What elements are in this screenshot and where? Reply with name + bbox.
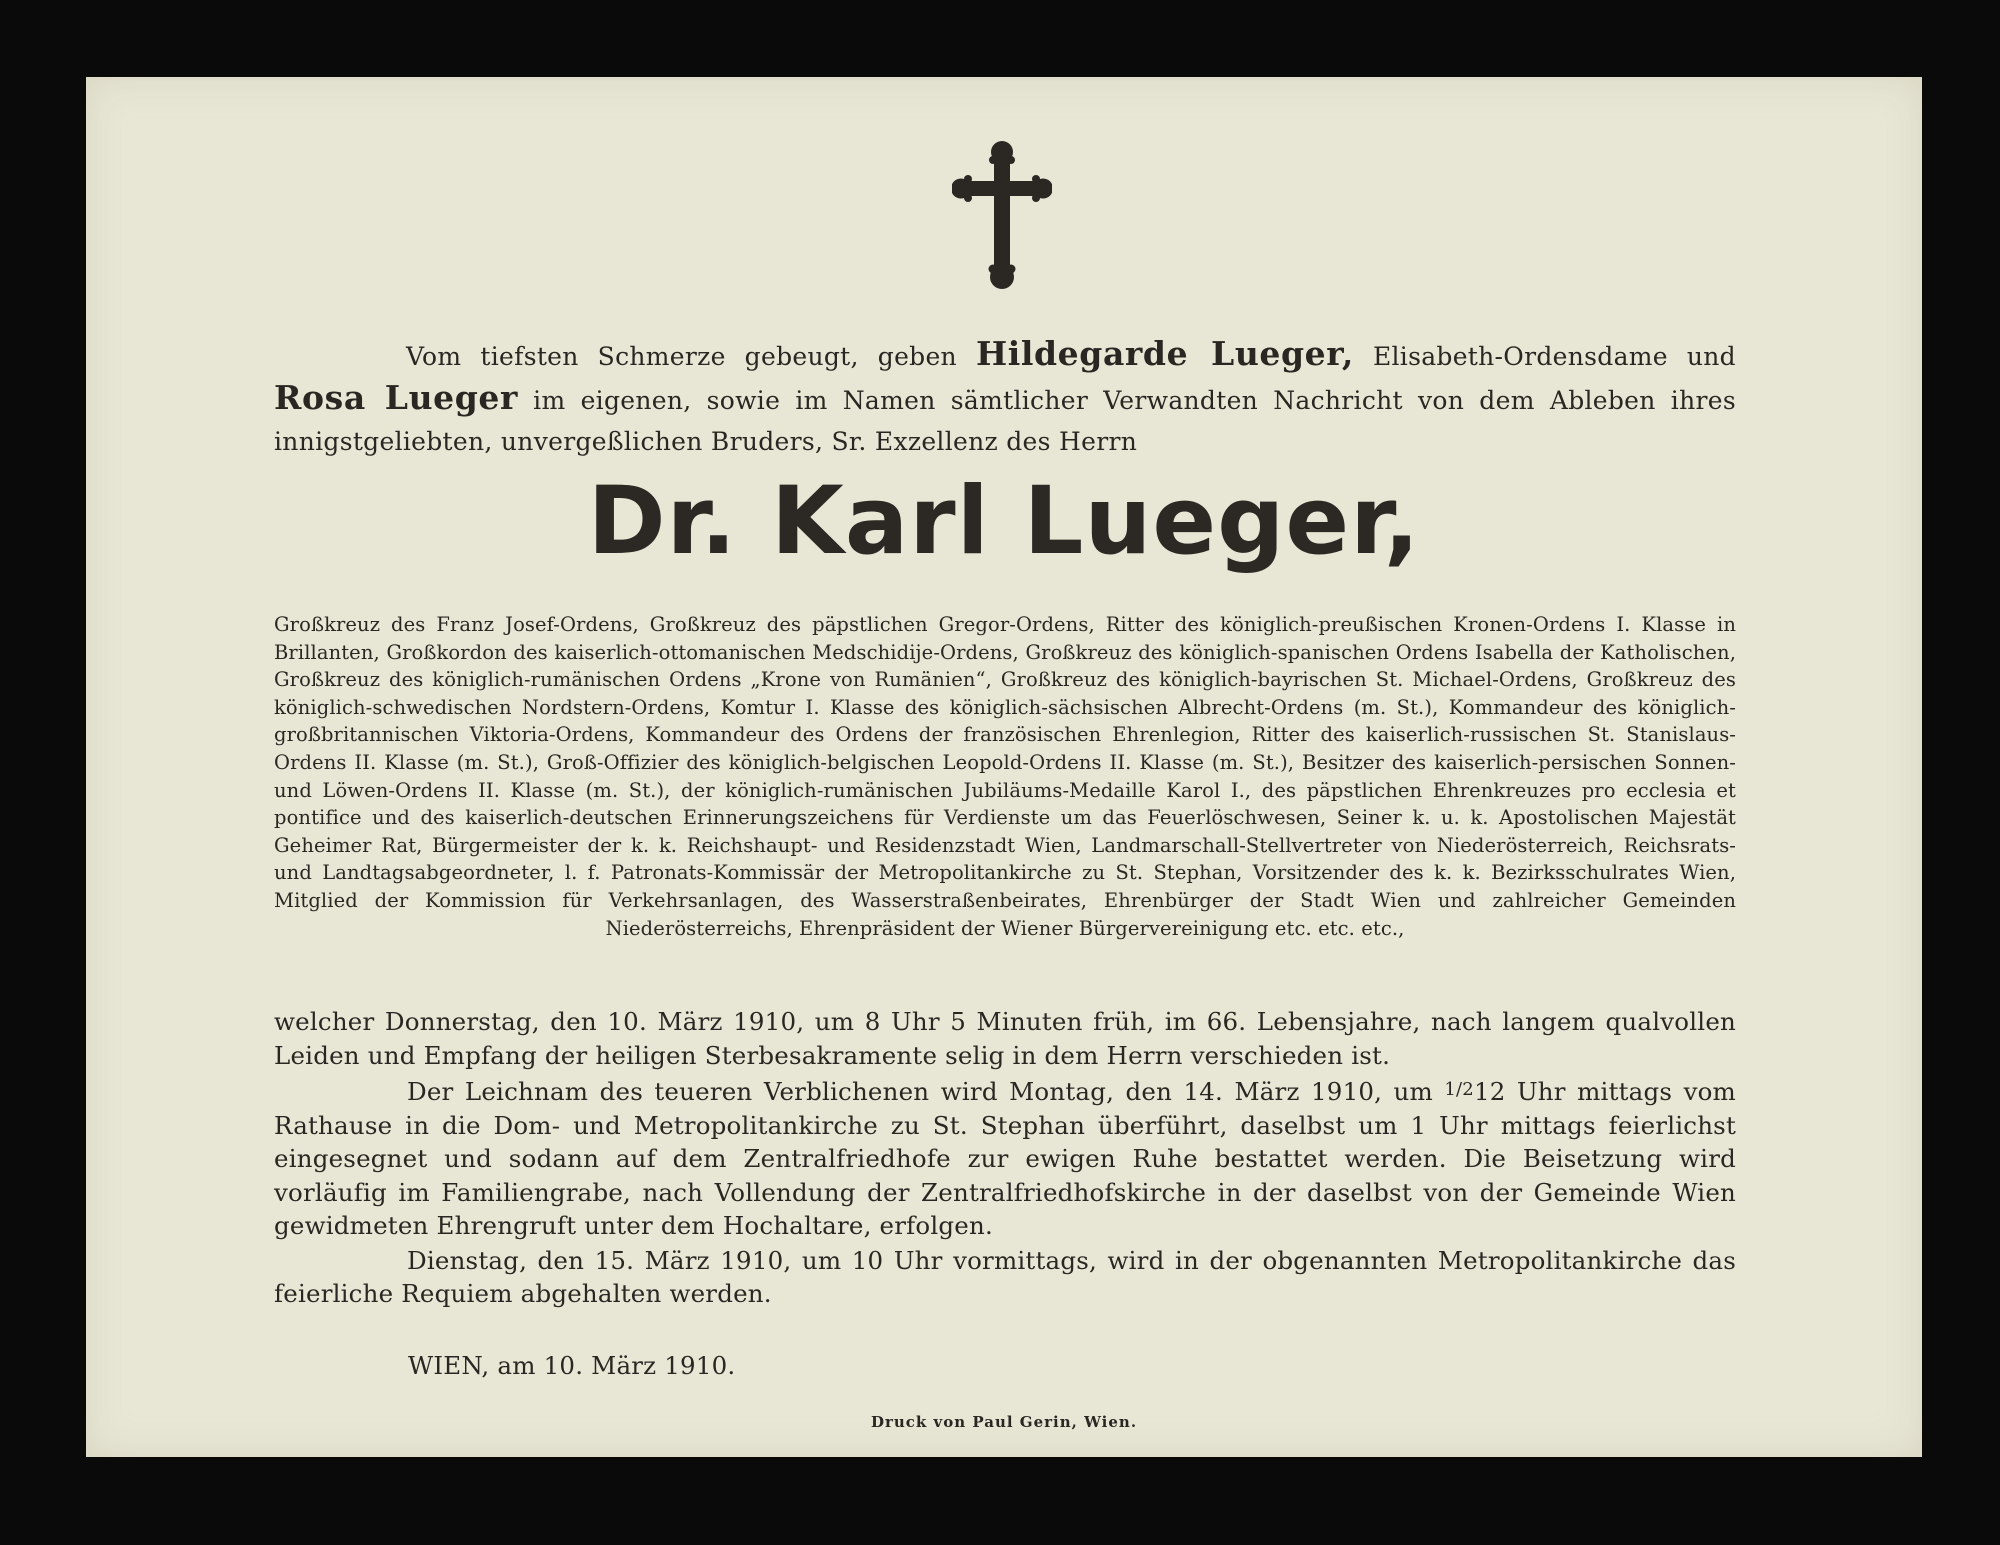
deceased-name-heading: Dr. Karl Lueger, (587, 467, 1421, 576)
intro-text-1: Vom tiefsten Schmerze gebeugt, geben (406, 342, 976, 371)
obituary-notice-sheet (86, 77, 1922, 1457)
funeral-text-2: 12 Uhr mittags vom Rathause in die Dom- und Metropolitankirche zu St. Stephan überführt, daselbst um 1 Uhr mittags feierlichst eingesegnet und sodann auf dem Zentralfriedhofe zur ewigen Ruhe bestattet werden. Die Beisetzung wird vorläufig im Familiengrabe, nach Vollendung der Zentralfriedhofskirche in der daselbst von der Gemeinde Wien gewidmeten Ehrengruft unter dem Hochaltare, erfolgen. (274, 1077, 1736, 1240)
death-paragraph: welcher Donnerstag, den 10. März 1910, um 8 Uhr 5 Minuten früh, im 66. Lebensjahre, nach langem qualvollen Leiden und Empfang der heiligen Sterbesakramente selig in dem Herrn verschieden ist. (274, 1007, 1736, 1070)
sister-name-hildegarde: Hildegarde Lueger, (975, 334, 1354, 373)
half-fraction: 1/2 (1444, 1079, 1474, 1100)
sister-name-rosa: Rosa Lueger (274, 378, 519, 417)
intro-text-3: im eigenen, sowie im Namen sämtlicher Verwandten Nachricht von dem Ableben ihres innigstgeliebten, unvergeßlichen Bruders, Sr. Exzellenz des Herrn (274, 386, 1736, 456)
announcement-body (274, 1005, 1736, 1312)
honors-and-titles: Großkreuz des Franz Josef-Ordens, Großkreuz des päpstlichen Gregor-Ordens, Ritter des königlich-preußischen Kronen-Ordens I. Klasse in Brillanten, Großkordon des kaiserlich-ottomanischen Medschidije-Ordens, Großkreuz des königlich-spanischen Ordens Isabella der Katholischen, Großkreuz des königlich-rumänischen Ordens „Krone von Rumänien“, Großkreuz des königlich-bayrischen St. Michael-Ordens, Großkreuz des königlich-schwedischen Nordstern-Ordens, Komtur I. Klasse des königlich-sächsischen Albrecht-Ordens (m. St.), Kommandeur des königlich-großbritannischen Viktoria-Ordens, Kommandeur des Ordens der französischen Ehrenlegion, Ritter des kaiserlich-russischen St. Stanislaus-Ordens II. Klasse (m. St.), Groß-Offizier des königlich-belgischen Leopold-Ordens II. Klasse (m. St.), Besitzer des kaiserlich-persischen Sonnen- und Löwen-Ordens II. Klasse (m. St.), der königlich-rumänischen Jubiläums-Medaille Karol I., des päpstlichen Ehrenkreuzes pro ecclesia et pontifice und des kaiserlich-deutschen Erinnerungszeichens für Verdienste um das Feuerlöschwesen, Seiner k. u. k. Apostolischen Majestät Geheimer Rat, Bürgermeister der k. k. Reichshaupt- und Residenzstadt Wien, Landmarschall-Stellvertreter von Niederösterreich, Reichsrats- und Landtagsabgeordneter, l. f. Patronats-Kommissär der Metropolitankirche zu St. Stephan, Vorsitzender des k. k. Bezirksschulrates Wien, Mitglied der Kommission für Verkehrsanlagen, des Wasserstraßenbeirates, Ehrenbürger der Stadt Wien und zahlreicher Gemeinden Niederösterreichs, Ehrenpräsident der Wiener Bürgervereinigung etc. etc. etc., (274, 613, 1736, 940)
latin-budded-cross-icon (952, 141, 1052, 289)
announcement-intro (274, 333, 1736, 462)
printer-imprint: Druck von Paul Gerin, Wien. (870, 1413, 1138, 1431)
place-and-date: WIEN, am 10. März 1910. (408, 1351, 736, 1380)
intro-text-2: Elisabeth-Ordensdame und (1353, 342, 1736, 371)
funeral-text-1: Der Leichnam des teueren Verblichenen wird Montag, den 14. März 1910, um (407, 1077, 1445, 1106)
requiem-paragraph: Dienstag, den 15. März 1910, um 10 Uhr vormittags, wird in der obgenannten Metropolitankirche das feierliche Requiem abgehalten werden. (274, 1245, 1736, 1308)
funeral-paragraph (274, 1073, 1736, 1243)
